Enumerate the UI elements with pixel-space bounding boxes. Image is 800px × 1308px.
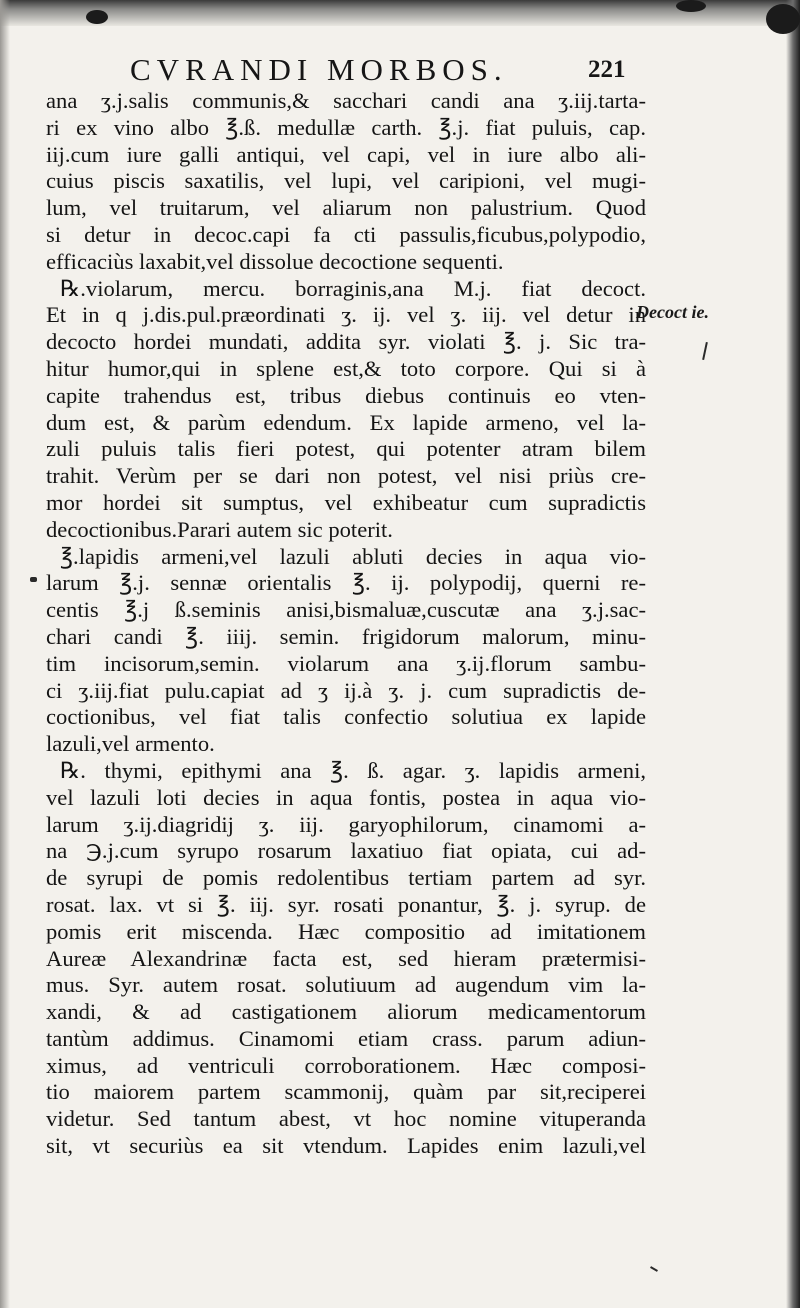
- text-line: lazuli,vel armento.: [46, 731, 215, 757]
- text-line: na ℈.j.cum syrupo rosarum laxatiuo fiat opiata, cui ad-: [46, 838, 646, 864]
- text-line: iij.cum iure galli antiqui, vel capi, vel in iure albo ali-: [46, 141, 646, 167]
- text-line: vel lazuli loti decies in aqua fontis, postea in aqua vio-: [46, 784, 646, 810]
- page-right-shadow: [786, 0, 800, 1308]
- margin-mark: [30, 577, 37, 582]
- page-number: 221: [588, 56, 626, 83]
- page-header: [60, 48, 760, 88]
- text-line: de syrupi de pomis redolentibus tertiam partem ad syr.: [46, 865, 646, 891]
- text-line: larum ℥.j. sennæ orientalis ℥. ij. polypodij, querni re-: [46, 570, 646, 596]
- text-line: capite trahendus est, tribus diebus continuis eo vten-: [46, 382, 646, 408]
- text-line: Aureæ Alexandrinæ facta est, sed hieram prætermisi-: [46, 945, 646, 971]
- text-line: sit, vt securiùs ea sit vtendum. Lapides enim lazuli,vel: [46, 1133, 646, 1159]
- ink-blot: [676, 0, 706, 12]
- text-line: ℥.lapidis armeni,vel lazuli abluti decies in aqua vio-: [60, 543, 646, 569]
- text-line: larum ʒ.ij.diagridij ʒ. iij. garyophilorum, cinamomi a-: [46, 811, 646, 837]
- text-line: hitur humor,qui in splene est,& toto corpore. Qui si à: [46, 355, 646, 381]
- body-text: [46, 88, 646, 1160]
- margin-mark: [650, 1266, 658, 1272]
- ink-blot: [766, 4, 800, 34]
- text-line: centis ℥.j ß.seminis anisi,bismaluæ,cuscutæ ana ʒ.j.sac-: [46, 597, 646, 623]
- text-line: cuius piscis saxatilis, vel lupi, vel caripioni, vel mugi-: [46, 168, 646, 194]
- text-line: trahit. Verùm per se dari non potest, vel nisi priùs cre-: [46, 463, 646, 489]
- text-line: ℞. thymi, epithymi ana ℥. ß. agar. ʒ. lapidis armeni,: [60, 757, 646, 783]
- text-line: decocto hordei mundati, addita syr. violati ℥. j. Sic tra-: [46, 329, 646, 355]
- text-line: videtur. Sed tantum abest, vt hoc nomine vituperanda: [46, 1106, 646, 1132]
- text-line: ci ʒ.iij.fiat pulu.capiat ad ʒ ij.à ʒ. j. cum supradictis de-: [46, 677, 646, 703]
- text-line: lum, vel truitarum, vel aliarum non palustrium. Quod: [46, 195, 646, 221]
- page-left-shadow: [0, 0, 10, 1308]
- text-line: dum est, & parùm edendum. Ex lapide armeno, vel la-: [46, 409, 646, 435]
- margin-note: Decoct ie.: [636, 302, 709, 322]
- text-line: chari candi ℥. iiij. semin. frigidorum malorum, minu-: [46, 623, 646, 649]
- text-line: ri ex vino albo ℥.ß. medullæ carth. ℥.j. fiat puluis, cap.: [46, 114, 646, 140]
- text-line: tim incisorum,semin. violarum ana ʒ.ij.florum sambu-: [46, 650, 646, 676]
- text-line: tio maiorem partem scammonij, quàm par sit,reciperei: [46, 1079, 646, 1105]
- text-line: zuli puluis talis fieri potest, qui potenter atram bilem: [46, 436, 646, 462]
- margin-mark: [702, 342, 708, 360]
- running-head: CVRANDI MORBOS.: [130, 52, 508, 87]
- text-line: ana ʒ.j.salis communis,& sacchari candi ana ʒ.iij.tarta-: [46, 88, 646, 113]
- text-line: xandi, & ad castigationem aliorum medicamentorum: [46, 999, 646, 1025]
- text-line: ximus, ad ventriculi corroborationem. Hæc composi-: [46, 1052, 646, 1078]
- ink-blot: [86, 10, 108, 24]
- text-line: pomis erit miscenda. Hæc compositio ad imitationem: [46, 918, 646, 944]
- text-line: decoctionibus.Parari autem sic poterit.: [46, 516, 393, 542]
- text-line: efficaciùs laxabit,vel dissolue decoctione sequenti.: [46, 248, 504, 274]
- text-line: mus. Syr. autem rosat. solutiuum ad augendum vim la-: [46, 972, 646, 998]
- text-line: si detur in decoc.capi fa cti passulis,ficubus,polypodio,: [46, 221, 646, 247]
- text-line: ℞.violarum, mercu. borraginis,ana M.j. fiat decoct.: [60, 275, 646, 301]
- text-line: coctionibus, vel fiat talis confectio solutiua ex lapide: [46, 704, 646, 730]
- text-line: Et in q j.dis.pul.præordinati ʒ. ij. vel ʒ. iij. vel detur in: [46, 302, 646, 328]
- text-line: tantùm addimus. Cinamomi etiam crass. parum adiun-: [46, 1025, 646, 1051]
- text-line: rosat. lax. vt si ℥. iij. syr. rosati ponantur, ℥. j. syrup. de: [46, 891, 646, 917]
- text-line: mor hordei sit sumptus, vel exhibeatur cum supradictis: [46, 489, 646, 515]
